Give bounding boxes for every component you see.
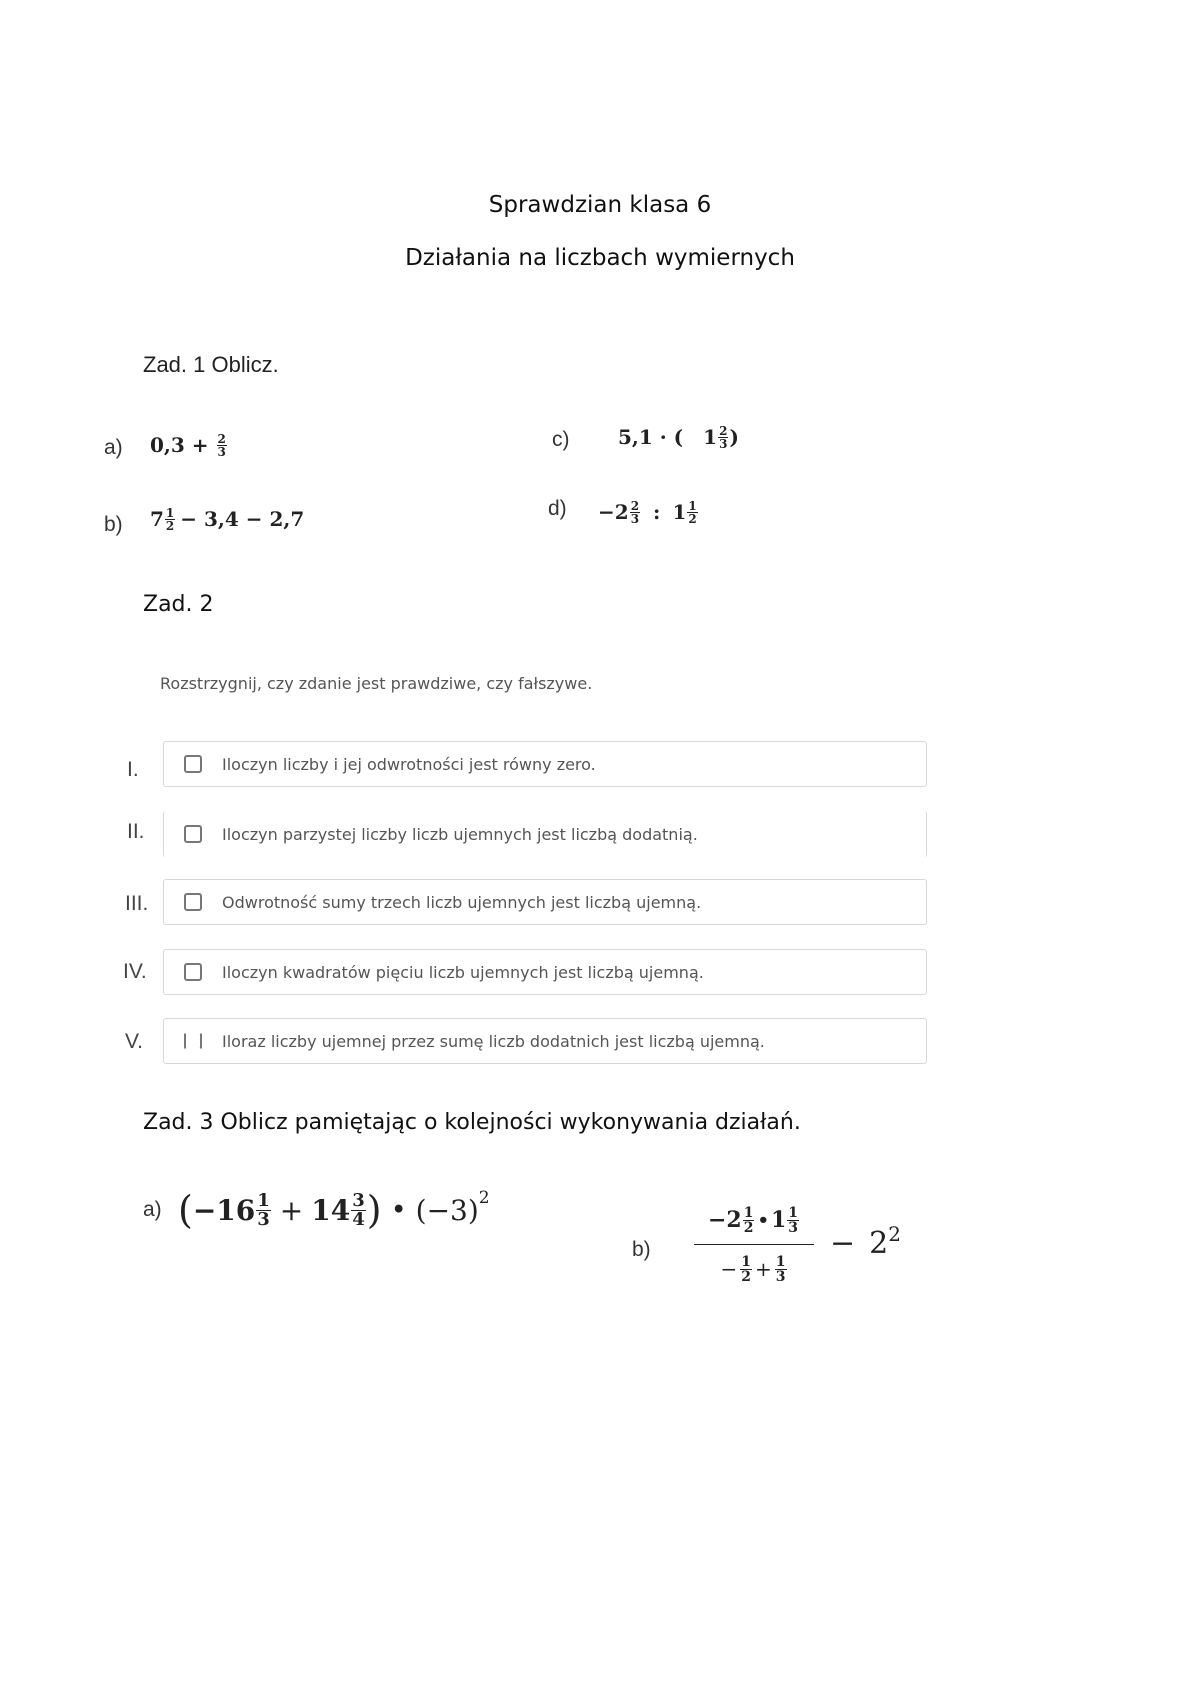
statement-numeral-3: III. xyxy=(125,892,149,915)
task1a-expression xyxy=(150,428,228,462)
task3b-label: b) xyxy=(632,1238,651,1261)
task1-heading: Zad. 1 Oblicz. xyxy=(143,352,279,377)
statement-numeral-4: IV. xyxy=(123,960,147,983)
task3a-fraction1 xyxy=(256,1189,271,1230)
task3b-den-frac2-num: 1 xyxy=(775,1253,786,1270)
statement-row-1[interactable] xyxy=(163,741,927,787)
task1d-frac2-den: 2 xyxy=(688,511,697,526)
task1d-op: : xyxy=(653,500,661,524)
task3b-den-frac1-num: 1 xyxy=(741,1253,751,1270)
task1d-label: d) xyxy=(548,497,567,520)
task3b-num-fraction1 xyxy=(743,1206,755,1235)
task1b-label: b) xyxy=(104,513,123,536)
task2-instruction: Rozstrzygnij, czy zdanie jest prawdziwe, czy fałszywe. xyxy=(160,674,593,693)
task1a-frac-num: 2 xyxy=(217,431,226,446)
task3a-exponent: 2 xyxy=(478,1188,490,1208)
statement-checkbox-1[interactable] xyxy=(184,755,202,773)
task1a-frac-den: 3 xyxy=(217,444,226,459)
task3a-expression xyxy=(178,1182,490,1238)
task3b-num-frac2-den: 3 xyxy=(788,1219,799,1236)
statement-text-5: Iloraz liczby ujemnej przez sumę liczb dodatnich jest liczbą ujemną. xyxy=(222,1031,765,1051)
task3b-num-frac1-den: 2 xyxy=(743,1219,754,1236)
task1c-frac-den: 3 xyxy=(719,436,728,451)
task3a-frac2-den: 4 xyxy=(352,1208,365,1230)
task1d-fraction2 xyxy=(687,500,697,525)
statement-row-4[interactable] xyxy=(163,949,927,995)
task1d-whole: −2 xyxy=(598,500,629,524)
task1b-fraction xyxy=(165,507,175,532)
task3b-den-frac1-den: 2 xyxy=(741,1268,751,1285)
task1c-close: ) xyxy=(729,425,739,449)
task1c-text: 5,1 · ( xyxy=(618,425,684,449)
task3a-close-paren: ) xyxy=(366,1188,382,1232)
statement-numeral-2: II. xyxy=(127,820,145,843)
task1c-fraction xyxy=(718,425,728,450)
task3b-den-fraction2 xyxy=(775,1255,787,1284)
task1a-fraction xyxy=(217,433,227,458)
worksheet-title: Sprawdzian klasa 6 xyxy=(488,192,712,218)
task3b-den-frac2-den: 3 xyxy=(775,1268,786,1285)
task3a-whole1: −16 xyxy=(192,1193,256,1227)
task1d-fraction xyxy=(630,500,640,525)
task3b-minus: − xyxy=(830,1226,856,1261)
statement-text-4: Iloczyn kwadratów pięciu liczb ujemnych jest liczbą ujemną. xyxy=(222,962,704,982)
task3a-plus: + xyxy=(279,1193,304,1227)
statement-text-3: Odwrotność sumy trzech liczb ujemnych jest liczbą ujemną. xyxy=(222,892,702,912)
statement-checkbox-5[interactable] xyxy=(184,1032,202,1050)
task3b-den-plus: + xyxy=(755,1257,772,1281)
task3b-denominator xyxy=(694,1247,814,1291)
statement-checkbox-4[interactable] xyxy=(184,963,202,981)
statement-numeral-1: I. xyxy=(127,758,139,781)
task1b-whole: 7 xyxy=(150,507,164,531)
task3b-exponent: 2 xyxy=(888,1221,901,1246)
task3a-frac2-num: 3 xyxy=(352,1189,365,1211)
task3b-fraction-bar xyxy=(694,1244,814,1245)
task1c-frac-num: 2 xyxy=(719,423,728,438)
task1d-expression xyxy=(598,495,699,529)
statement-checkbox-3[interactable] xyxy=(184,893,202,911)
task3b-base: 2 xyxy=(869,1226,889,1261)
task1d-frac-den: 3 xyxy=(630,511,640,526)
task1c-label: c) xyxy=(552,428,570,451)
task3b-num-whole2: 1 xyxy=(770,1207,787,1233)
task1d-whole2: 1 xyxy=(672,500,687,524)
task3b-tail xyxy=(830,1221,901,1261)
task3b-num-dot: • xyxy=(757,1209,769,1231)
statement-text-2: Iloczyn parzystej liczby liczb ujemnych jest liczbą dodatnią. xyxy=(222,824,698,844)
task3b-den-fraction1 xyxy=(740,1255,752,1284)
task1a-text: 0,3 + xyxy=(150,433,209,457)
task3b-num-whole1: −2 xyxy=(707,1207,742,1233)
task3b-numerator xyxy=(694,1198,814,1242)
task2-heading: Zad. 2 xyxy=(143,592,214,617)
task3a-fraction2 xyxy=(351,1189,366,1230)
task3b-num-fraction2 xyxy=(787,1206,799,1235)
task3b-den-sign: − xyxy=(720,1257,738,1281)
task3a-open-paren: ( xyxy=(178,1188,193,1232)
task3a-base: (−3) xyxy=(415,1193,479,1227)
statement-row-5[interactable] xyxy=(163,1018,927,1064)
task3a-frac1-num: 1 xyxy=(257,1189,270,1211)
task3b-main-fraction xyxy=(694,1198,814,1291)
statement-row-3[interactable] xyxy=(163,879,927,925)
task3b-num-frac2-num: 1 xyxy=(788,1204,799,1221)
task3a-dot: • xyxy=(391,1197,406,1223)
task1d-frac-num: 2 xyxy=(630,498,640,513)
task1d-frac2-num: 1 xyxy=(688,498,697,513)
task3a-frac1-den: 3 xyxy=(257,1208,270,1230)
task1a-label: a) xyxy=(104,436,123,459)
task1b-rest: − 3,4 − 2,7 xyxy=(180,507,305,531)
statement-row-2[interactable] xyxy=(163,811,927,857)
statement-text-1: Iloczyn liczby i jej odwrotności jest równy zero. xyxy=(222,754,596,774)
worksheet-subtitle: Działania na liczbach wymiernych xyxy=(405,245,795,271)
task3a-label: a) xyxy=(143,1198,162,1221)
task1c-expression xyxy=(618,420,739,454)
statement-checkbox-2[interactable] xyxy=(184,825,202,843)
task1b-frac-num: 1 xyxy=(165,505,175,520)
task3a-whole2: 14 xyxy=(311,1193,351,1227)
statement-numeral-5: V. xyxy=(125,1030,143,1053)
task1b-frac-den: 2 xyxy=(165,518,175,533)
task1b-expression xyxy=(150,502,304,536)
task3-heading: Zad. 3 Oblicz pamiętając o kolejności wykonywania działań. xyxy=(143,1110,801,1135)
task1c-whole: 1 xyxy=(703,425,718,449)
task3b-num-frac1-num: 1 xyxy=(743,1204,754,1221)
